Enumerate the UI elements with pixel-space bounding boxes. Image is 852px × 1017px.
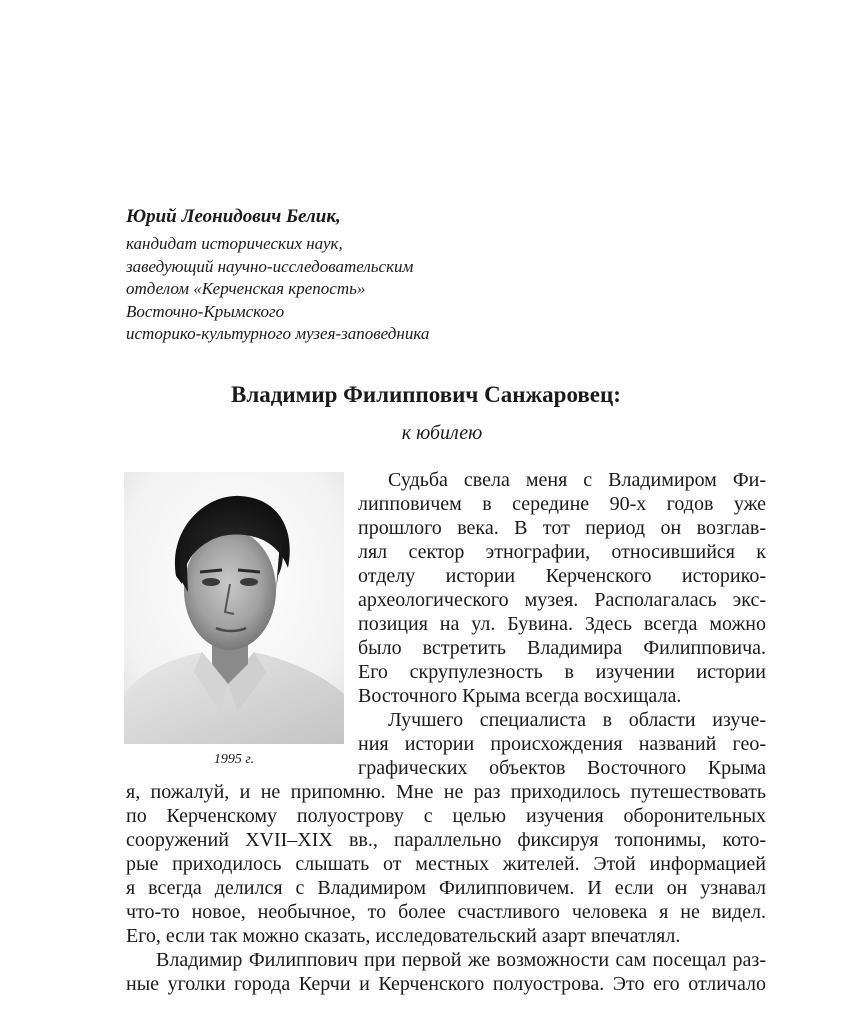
body-line: Лучшего специалиста в области изуче- xyxy=(388,709,766,731)
affiliation-line: Восточно-Крымского xyxy=(126,301,285,321)
body-line: рые приходилось слышать от местных жителей. Этой информацией xyxy=(126,853,766,875)
body-line: было встретить Владимира Филипповича. xyxy=(358,637,766,659)
portrait-photo xyxy=(124,472,344,744)
body-line: я, пожалуй, и не припомню. Мне не раз приходилось путешествовать xyxy=(126,781,766,803)
body-line: что-то новое, необычное, то более счастливого человека я не видел. xyxy=(126,901,766,923)
body-line: по Керченскому полуострову с целью изучения оборонительных xyxy=(126,805,766,827)
affiliation-line: историко-культурного музея-заповедника xyxy=(126,324,430,344)
body-line: липповичем в середине 90-х годов уже xyxy=(358,493,766,515)
body-line: отделу истории Керченского историко- xyxy=(358,565,766,587)
article-title: Владимир Филиппович Санжаровец: xyxy=(231,382,621,407)
author-block xyxy=(126,205,726,346)
body-line: графических объектов Восточного Крыма xyxy=(358,757,766,779)
body-line: позиция на ул. Бувина. Здесь всегда можно xyxy=(358,613,766,635)
photo-caption: 1995 г. xyxy=(213,752,255,767)
article-subtitle: к юбилею xyxy=(401,422,483,444)
body-line: я всегда делился с Владимиром Филипповичем. И если он узнавал xyxy=(126,877,766,899)
body-line: Судьба свела меня с Владимиром Фи- xyxy=(388,469,766,491)
affiliation-line: заведующий научно-исследовательским xyxy=(126,256,414,276)
body-line: Его, если так можно сказать, исследовательский азарт впечатлял. xyxy=(126,925,681,947)
affiliation-line: отделом «Керченская крепость» xyxy=(126,279,366,299)
body-line: Его скрупулезность в изучении истории xyxy=(358,661,766,683)
body-line: сооружений XVII–XIX вв., параллельно фиксируя топонимы, кото- xyxy=(126,829,766,851)
author-name: Юрий Леонидович Белик, xyxy=(126,206,341,227)
body-line: Восточного Крыма всегда восхищала. xyxy=(358,685,682,707)
body-line: ния истории происхождения названий гео- xyxy=(358,733,766,755)
body-line: археологического музея. Располагалась экс- xyxy=(358,589,766,611)
body-line: ные уголки города Керчи и Керченского полуострова. Это его отличало xyxy=(126,973,766,995)
body-line: лял сектор этнографии, относившийся к xyxy=(358,541,766,563)
body-line: Владимир Филиппович при первой же возможности сам посещал раз- xyxy=(156,949,766,971)
affiliation-line: кандидат исторических наук, xyxy=(126,234,343,253)
body-line: прошлого века. В тот период он возглав- xyxy=(358,517,766,539)
